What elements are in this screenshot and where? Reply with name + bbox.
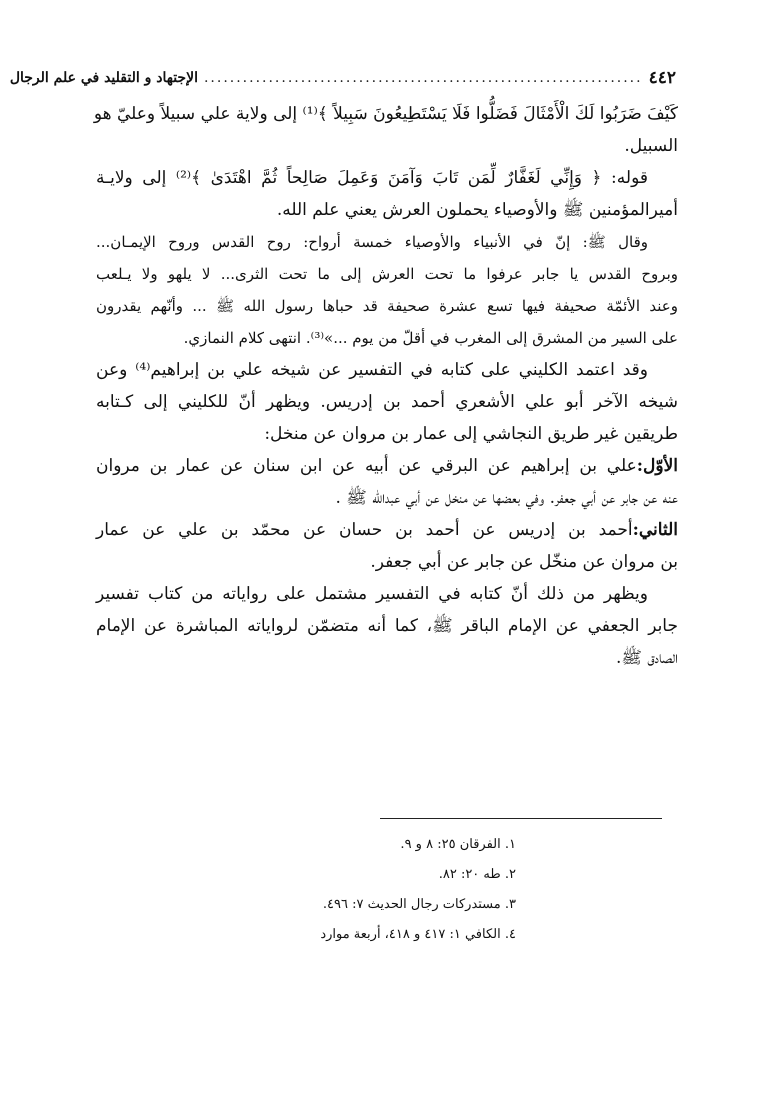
page-number: ٤٤٢ xyxy=(648,68,676,88)
text-line: جابر الجعفي عن الإمام الباقر ﷺ، كما أنه متضمّن لرواياته المباشرة عن الإمام xyxy=(96,616,678,636)
main-text xyxy=(93,98,678,674)
text-line: عنه عن جابر عن أبي جعفر. وفي بعضها عن منخل عن أبي عبدالله ﷺ . xyxy=(335,488,678,508)
second-path-text: أحمد بن إدريس عن أحمد بن حسان عن محمّد بن علي عن عمار xyxy=(96,520,633,540)
text-line: طريقين غير طريق النجاشي إلى عمار بن مروان عن منخل: xyxy=(264,424,678,444)
text-line: السبيل. xyxy=(624,136,678,156)
running-title: الإجتهاد و التقليد في علم الرجال xyxy=(9,70,198,86)
text-line: وبروح القدس يا جابر عرفوا ما تحت العرش إلى ما تحت الثرى... لا يلهو ولا يـلعب xyxy=(96,265,678,283)
footnote: ١. الفرقان ٢٥: ٨ و ٩. xyxy=(400,837,516,852)
first-path-text: علي بن إبراهيم عن البرقي عن أبيه عن ابن سنان عن عمار بن مروان xyxy=(96,456,637,476)
second-path-heading: الثاني: xyxy=(632,520,678,540)
footnote-separator xyxy=(380,818,662,819)
text-line: ويظهر من ذلك أنّ كتابه في التفسير مشتمل على رواياته من كتاب تفسير xyxy=(96,584,648,604)
text-line: شيخه الآخر أبو علي الأشعري أحمد بن إدريس. ويظهر أنّ للكليني إلى كـتابه xyxy=(96,392,678,412)
text-line: الصادق ﷺ. xyxy=(615,648,678,668)
footnote: ٣. مستدركات رجال الحديث ٧: ٤٩٦. xyxy=(322,897,516,912)
text-line: وقد اعتمد الكليني على كتابه في التفسير عن شيخه علي بن إبراهيم⁽⁴⁾ وعن xyxy=(96,360,648,380)
text-line: على السير من المشرق إلى المغرب في أقلّ من يوم ...»⁽³⁾. انتهى كلام النمازي. xyxy=(183,329,678,347)
footnote: ٢. طه ٢٠: ٨٢. xyxy=(438,867,516,882)
text-line xyxy=(96,514,678,546)
text-line: وقال ﷺ: إنّ في الأنبياء والأوصياء خمسة أرواح: روح القدس وروح الإيمـان... xyxy=(96,233,648,251)
text-line: بن مروان عن منخّل عن جابر عن أبي جعفر. xyxy=(370,552,678,572)
text-line: قوله: ﴿ وَإِنِّي لَغَفَّارٌ لِّمَن تَابَ وَآمَنَ وَعَمِلَ صَالِحاً ثُمَّ اهْتَدَىٰ ﴾⁽²⁾ إلى ولايـة xyxy=(96,168,648,188)
first-path-heading: الأوّل: xyxy=(636,456,678,476)
header-leader-dots: .................................................................... xyxy=(203,70,643,86)
text-line: وعند الأئمّة صحيفة فيها تسع عشرة صحيفة قد حباها رسول الله ﷺ ... وأنّهم يقدرون xyxy=(96,297,678,315)
text-line: أميرالمؤمنين ﷺ والأوصياء يحملون العرش يعني علم الله. xyxy=(276,200,678,220)
running-header xyxy=(9,64,676,92)
text-line: كَيْفَ ضَرَبُوا لَكَ الْأَمْثَالَ فَضَلُّوا فَلَا يَسْتَطِيعُونَ سَبِيلاً ﴾⁽¹⁾ إلى ولاية علي سبيلاً وعليّ هو xyxy=(93,104,678,124)
footnote: ٤. الكافي ١: ٤١٧ و ٤١٨، أربعة موارد xyxy=(320,927,516,942)
footnotes xyxy=(96,830,676,950)
text-line xyxy=(96,450,678,482)
